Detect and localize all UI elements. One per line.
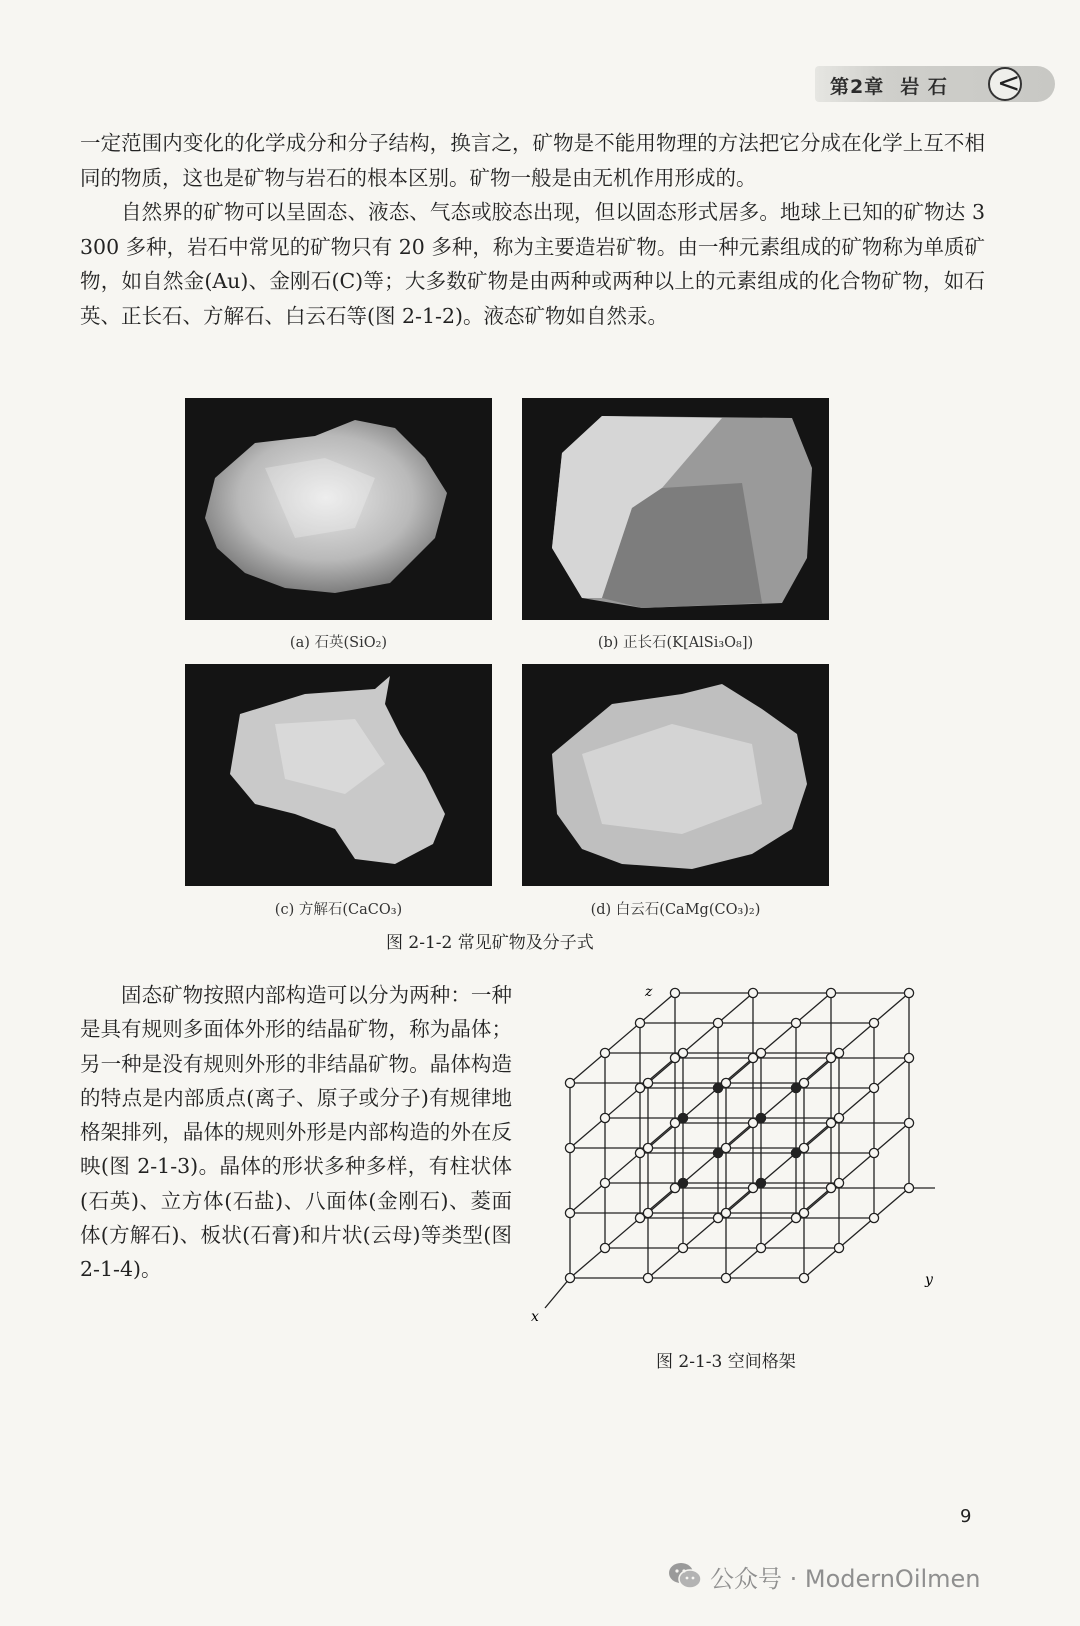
lattice-node <box>565 1143 574 1152</box>
photo-calcite <box>185 664 492 886</box>
page-number: 9 <box>960 1506 972 1527</box>
caption-dolomite: (d) 白云石(CaMg(CO₃)₂) <box>590 902 761 918</box>
lattice-node <box>721 1143 730 1152</box>
space-lattice-diagram <box>525 978 945 1338</box>
lattice-node <box>756 1048 765 1057</box>
lattice-node <box>678 1113 687 1122</box>
lattice-node <box>721 1078 730 1087</box>
lattice-node <box>869 1018 878 1027</box>
paragraph-1: 一定范围内变化的化学成分和分子结构，换言之，矿物是不能用物理的方法把它分成在化学上互不相同的物质，这也是矿物与岩石的根本区别。矿物一般是由无机作用形成的。 <box>80 131 985 190</box>
lattice-node <box>643 1078 652 1087</box>
lattice-node <box>635 1018 644 1027</box>
lattice-node <box>600 1243 609 1252</box>
lattice-node <box>834 1243 843 1252</box>
lattice-node <box>600 1178 609 1187</box>
lattice-node <box>756 1113 765 1122</box>
watermark <box>668 1558 981 1594</box>
paragraph-3: 固态矿物按照内部构造可以分为两种：一种是具有规则多面体外形的结晶矿物，称为晶体；另一种是没有规则外形的非结晶矿物。晶体构造的特点是内部质点(离子、原子或分子)有规律地格架排列，晶体的规则外形是内部构造的外在反映(图 2-1-3)。晶体的形状多种多样，有柱状体(石英)、立方体(石盐)、八面体(金刚石)、菱面体(方解石)、板状(石膏)和片状(云母)等类型(图 2-1-4)。 <box>80 983 512 1282</box>
lattice-node <box>670 988 679 997</box>
axis-y-label: y <box>925 1272 933 1288</box>
axis-z-label: z <box>645 984 653 1000</box>
photo-dolomite <box>522 664 829 886</box>
lattice-node <box>721 1208 730 1217</box>
photo-quartz <box>185 398 492 620</box>
figure-2-1-3-title: 图 2-1-3 空间格架 <box>656 1352 796 1372</box>
chapter-header <box>830 72 948 99</box>
lattice-node <box>904 1183 913 1192</box>
lattice-node <box>748 988 757 997</box>
lattice-node <box>565 1273 574 1282</box>
lattice-node <box>678 1178 687 1187</box>
lattice-node <box>904 988 913 997</box>
lattice-node <box>756 1178 765 1187</box>
lattice-node <box>799 1078 808 1087</box>
lattice-node <box>799 1273 808 1282</box>
lattice-node <box>643 1143 652 1152</box>
photo-orthoclase <box>522 398 829 620</box>
watermark-text: 公众号 · ModernOilmen <box>710 1564 981 1593</box>
caption-calcite: (c) 方解石(CaCO₃) <box>274 902 403 918</box>
lattice-node <box>678 1048 687 1057</box>
lattice-node <box>643 1208 652 1217</box>
lattice-node <box>791 1018 800 1027</box>
lattice-node <box>834 1113 843 1122</box>
lattice-node <box>869 1213 878 1222</box>
lattice-node <box>869 1148 878 1157</box>
paragraph-2: 自然界的矿物可以呈固态、液态、气态或胶态出现，但以固态形式居多。地球上已知的矿物达 3 300 多种，岩石中常见的矿物只有 20 多种，称为主要造岩矿物。由一种元素组成的矿物称为单质矿物，如自然金(Au)、金刚石(C)等；大多数矿物是由两种或两种以上的元素组成的化合物矿物，如石英、正长石、方解石、白云石等(图 2-1-2)。液态矿物如自然汞。 <box>80 200 985 328</box>
lattice-node <box>565 1208 574 1217</box>
lattice-node <box>643 1273 652 1282</box>
lattice-node <box>834 1048 843 1057</box>
lattice-node <box>869 1083 878 1092</box>
caption-orthoclase: (b) 正长石(K[AlSi₃O₈]) <box>597 635 754 651</box>
lattice-node <box>600 1113 609 1122</box>
lattice-node <box>721 1273 730 1282</box>
chapter-label: 第2章 <box>830 76 885 98</box>
lattice-node <box>799 1143 808 1152</box>
lattice-node <box>678 1243 687 1252</box>
chapter-title: 岩 石 <box>900 76 948 98</box>
caption-quartz: (a) 石英(SiO₂) <box>289 635 388 651</box>
lattice-node <box>904 1118 913 1127</box>
lattice-node <box>713 1018 722 1027</box>
lattice-node <box>756 1243 765 1252</box>
lattice-node <box>565 1078 574 1087</box>
back-arrow-icon[interactable]: < <box>988 67 1022 101</box>
lattice-node <box>799 1208 808 1217</box>
figure-2-1-2-title: 图 2-1-2 常见矿物及分子式 <box>386 933 594 953</box>
lattice-node <box>904 1053 913 1062</box>
lattice-node <box>834 1178 843 1187</box>
axis-x-label: x <box>531 1309 539 1325</box>
lattice-node <box>600 1048 609 1057</box>
wechat-icon <box>668 1561 702 1591</box>
lattice-node <box>826 988 835 997</box>
